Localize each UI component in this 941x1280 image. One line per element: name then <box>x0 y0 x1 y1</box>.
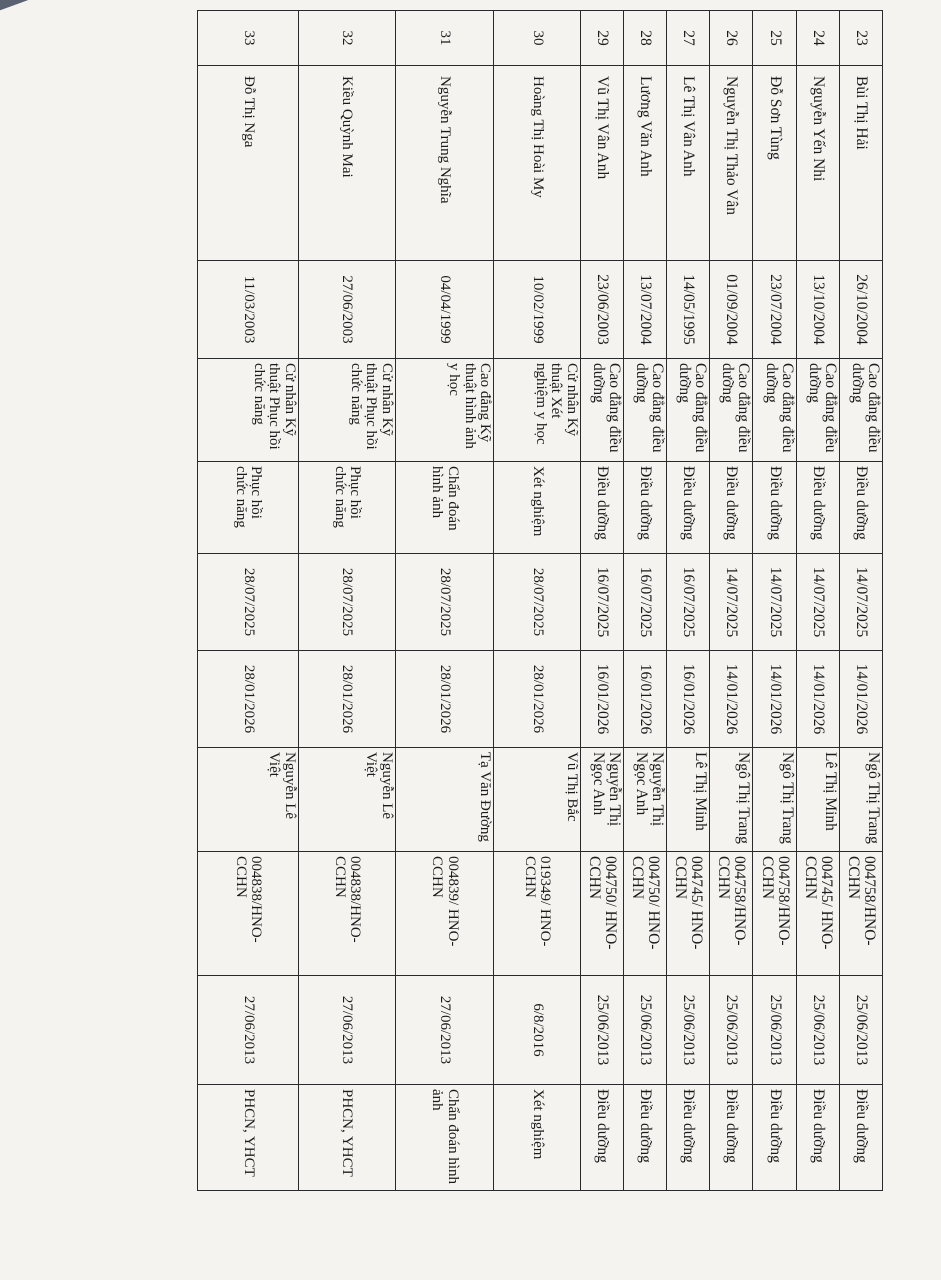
end-date-cell: 14/01/2026 <box>796 651 839 748</box>
name-cell: Nguyễn Trung Nghĩa <box>395 66 494 261</box>
start-date-cell: 16/07/2025 <box>667 554 710 651</box>
start-date-cell: 16/07/2025 <box>580 554 623 651</box>
dob-cell: 11/03/2003 <box>198 261 299 359</box>
degree-cell: Cao đẳng điều dưỡng <box>710 359 753 462</box>
supervisor-cell: Tạ Văn Đường <box>395 748 494 852</box>
field-cell: Phục hồi chức năng <box>298 462 395 554</box>
degree-cell: Cao đẳng điều dưỡng <box>839 359 882 462</box>
degree-cell: Cao đẳng điều dưỡng <box>796 359 839 462</box>
stt-cell: 27 <box>667 11 710 66</box>
field-cell: Điều dưỡng <box>796 462 839 554</box>
scope-cell: Điều dưỡng <box>710 1085 753 1191</box>
end-date-cell: 16/01/2026 <box>667 651 710 748</box>
stt-cell: 24 <box>796 11 839 66</box>
name-cell: Nguyễn Thị Thảo Vân <box>710 66 753 261</box>
certificate-date-cell: 6/8/2016 <box>494 976 580 1085</box>
scope-cell: PHCN, YHCT <box>298 1085 395 1191</box>
degree-cell: Cao đẳng Kỹ thuật hình ảnh y học <box>395 359 494 462</box>
stt-cell: 32 <box>298 11 395 66</box>
stt-cell: 31 <box>395 11 494 66</box>
table-body <box>198 11 883 1191</box>
start-date-cell: 28/07/2025 <box>198 554 299 651</box>
scope-cell: Điều dưỡng <box>623 1085 666 1191</box>
field-cell: Điều dưỡng <box>839 462 882 554</box>
name-cell: Lương Văn Anh <box>623 66 666 261</box>
start-date-cell: 28/07/2025 <box>298 554 395 651</box>
stt-cell: 26 <box>710 11 753 66</box>
degree-cell: Cao đẳng điều dưỡng <box>667 359 710 462</box>
degree-cell: Cử nhân Kỹ thuật Phục hồi chức năng <box>198 359 299 462</box>
supervisor-cell: Nguyễn Lê Việt <box>198 748 299 852</box>
field-cell: Xét nghiệm <box>494 462 580 554</box>
supervisor-cell: Lê Thị Minh <box>796 748 839 852</box>
certificate-date-cell: 25/06/2013 <box>580 976 623 1085</box>
field-cell: Phục hồi chức năng <box>198 462 299 554</box>
scope-cell: Điều dưỡng <box>796 1085 839 1191</box>
degree-cell: Cao đẳng điều dưỡng <box>580 359 623 462</box>
stt-cell: 28 <box>623 11 666 66</box>
end-date-cell: 14/01/2026 <box>753 651 796 748</box>
scope-cell: Xét nghiệm <box>494 1085 580 1191</box>
certificate-cell: 004750/ HNO-CCHN <box>623 852 666 976</box>
start-date-cell: 28/07/2025 <box>494 554 580 651</box>
dob-cell: 23/06/2003 <box>580 261 623 359</box>
dob-cell: 27/06/2003 <box>298 261 395 359</box>
dob-cell: 26/10/2004 <box>839 261 882 359</box>
stt-cell: 23 <box>839 11 882 66</box>
certificate-date-cell: 27/06/2013 <box>198 976 299 1085</box>
certificate-cell: 004750/ HNO-CCHN <box>580 852 623 976</box>
table-row <box>710 11 753 1191</box>
supervisor-cell: Nguyễn Thị Ngọc Anh <box>580 748 623 852</box>
dob-cell: 13/07/2004 <box>623 261 666 359</box>
start-date-cell: 28/07/2025 <box>395 554 494 651</box>
scope-cell: Chẩn đoán hình ảnh <box>395 1085 494 1191</box>
field-cell: Điều dưỡng <box>623 462 666 554</box>
certificate-cell: 004758/HNO-CCHN <box>839 852 882 976</box>
name-cell: Lê Thị Vân Anh <box>667 66 710 261</box>
dob-cell: 23/07/2004 <box>753 261 796 359</box>
end-date-cell: 16/01/2026 <box>580 651 623 748</box>
scope-cell: Điều dưỡng <box>753 1085 796 1191</box>
trainee-table <box>197 10 883 1191</box>
certificate-date-cell: 25/06/2013 <box>667 976 710 1085</box>
table-row <box>667 11 710 1191</box>
field-cell: Chẩn đoán hình ảnh <box>395 462 494 554</box>
dob-cell: 01/09/2004 <box>710 261 753 359</box>
table-row <box>580 11 623 1191</box>
stt-cell: 30 <box>494 11 580 66</box>
table-row <box>494 11 580 1191</box>
certificate-date-cell: 25/06/2013 <box>796 976 839 1085</box>
end-date-cell: 28/01/2026 <box>494 651 580 748</box>
scan-edge-mark <box>0 0 60 12</box>
table-row <box>623 11 666 1191</box>
degree-cell: Cao đẳng điều dưỡng <box>623 359 666 462</box>
supervisor-cell: Lê Thị Minh <box>667 748 710 852</box>
dob-cell: 04/04/1999 <box>395 261 494 359</box>
stt-cell: 33 <box>198 11 299 66</box>
degree-cell: Cử nhân Kỹ thuật Xét nghiệm y học <box>494 359 580 462</box>
field-cell: Điều dưỡng <box>580 462 623 554</box>
certificate-date-cell: 25/06/2013 <box>753 976 796 1085</box>
name-cell: Hoàng Thị Hoài My <box>494 66 580 261</box>
name-cell: Kiều Quỳnh Mai <box>298 66 395 261</box>
supervisor-cell: Nguyễn Lê Việt <box>298 748 395 852</box>
scope-cell: Điều dưỡng <box>667 1085 710 1191</box>
degree-cell: Cử nhân Kỹ thuật Phục hồi chức năng <box>298 359 395 462</box>
supervisor-cell: Ngô Thị Trang <box>753 748 796 852</box>
scope-cell: Điều dưỡng <box>839 1085 882 1191</box>
table-row <box>198 11 299 1191</box>
table-row <box>395 11 494 1191</box>
dob-cell: 10/02/1999 <box>494 261 580 359</box>
table-row <box>796 11 839 1191</box>
certificate-cell: 004745/ HNO-CCHN <box>667 852 710 976</box>
start-date-cell: 14/07/2025 <box>796 554 839 651</box>
certificate-cell: 004838/HNO-CCHN <box>298 852 395 976</box>
name-cell: Bùi Thị Hải <box>839 66 882 261</box>
scope-cell: Điều dưỡng <box>580 1085 623 1191</box>
certificate-cell: 004839/ HNO-CCHN <box>395 852 494 976</box>
scope-cell: PHCN, YHCT <box>198 1085 299 1191</box>
name-cell: Nguyễn Yến Nhi <box>796 66 839 261</box>
certificate-date-cell: 25/06/2013 <box>839 976 882 1085</box>
supervisor-cell: Vũ Thị Bắc <box>494 748 580 852</box>
field-cell: Điều dưỡng <box>753 462 796 554</box>
end-date-cell: 14/01/2026 <box>710 651 753 748</box>
rotated-page <box>197 10 883 1190</box>
name-cell: Đỗ Thị Nga <box>198 66 299 261</box>
dob-cell: 13/10/2004 <box>796 261 839 359</box>
field-cell: Điều dưỡng <box>710 462 753 554</box>
table-row <box>839 11 882 1191</box>
start-date-cell: 14/07/2025 <box>753 554 796 651</box>
dob-cell: 14/05/1995 <box>667 261 710 359</box>
certificate-date-cell: 25/06/2013 <box>623 976 666 1085</box>
certificate-date-cell: 25/06/2013 <box>710 976 753 1085</box>
certificate-cell: 004745/ HNO-CCHN <box>796 852 839 976</box>
certificate-cell: 004758/HNO-CCHN <box>710 852 753 976</box>
certificate-cell: 004758/HNO-CCHN <box>753 852 796 976</box>
end-date-cell: 16/01/2026 <box>623 651 666 748</box>
supervisor-cell: Ngô Thị Trang <box>710 748 753 852</box>
table-row <box>298 11 395 1191</box>
end-date-cell: 28/01/2026 <box>198 651 299 748</box>
certificate-cell: 019349/ HNO-CCHN <box>494 852 580 976</box>
certificate-date-cell: 27/06/2013 <box>395 976 494 1085</box>
field-cell: Điều dưỡng <box>667 462 710 554</box>
name-cell: Vũ Thị Vân Anh <box>580 66 623 261</box>
certificate-cell: 004838/HNO-CCHN <box>198 852 299 976</box>
start-date-cell: 14/07/2025 <box>710 554 753 651</box>
name-cell: Đỗ Sơn Tùng <box>753 66 796 261</box>
stt-cell: 29 <box>580 11 623 66</box>
certificate-date-cell: 27/06/2013 <box>298 976 395 1085</box>
supervisor-cell: Nguyễn Thị Ngọc Anh <box>623 748 666 852</box>
end-date-cell: 28/01/2026 <box>298 651 395 748</box>
degree-cell: Cao đẳng điều dưỡng <box>753 359 796 462</box>
supervisor-cell: Ngô Thị Trang <box>839 748 882 852</box>
start-date-cell: 16/07/2025 <box>623 554 666 651</box>
stt-cell: 25 <box>753 11 796 66</box>
end-date-cell: 14/01/2026 <box>839 651 882 748</box>
end-date-cell: 28/01/2026 <box>395 651 494 748</box>
table-row <box>753 11 796 1191</box>
start-date-cell: 14/07/2025 <box>839 554 882 651</box>
